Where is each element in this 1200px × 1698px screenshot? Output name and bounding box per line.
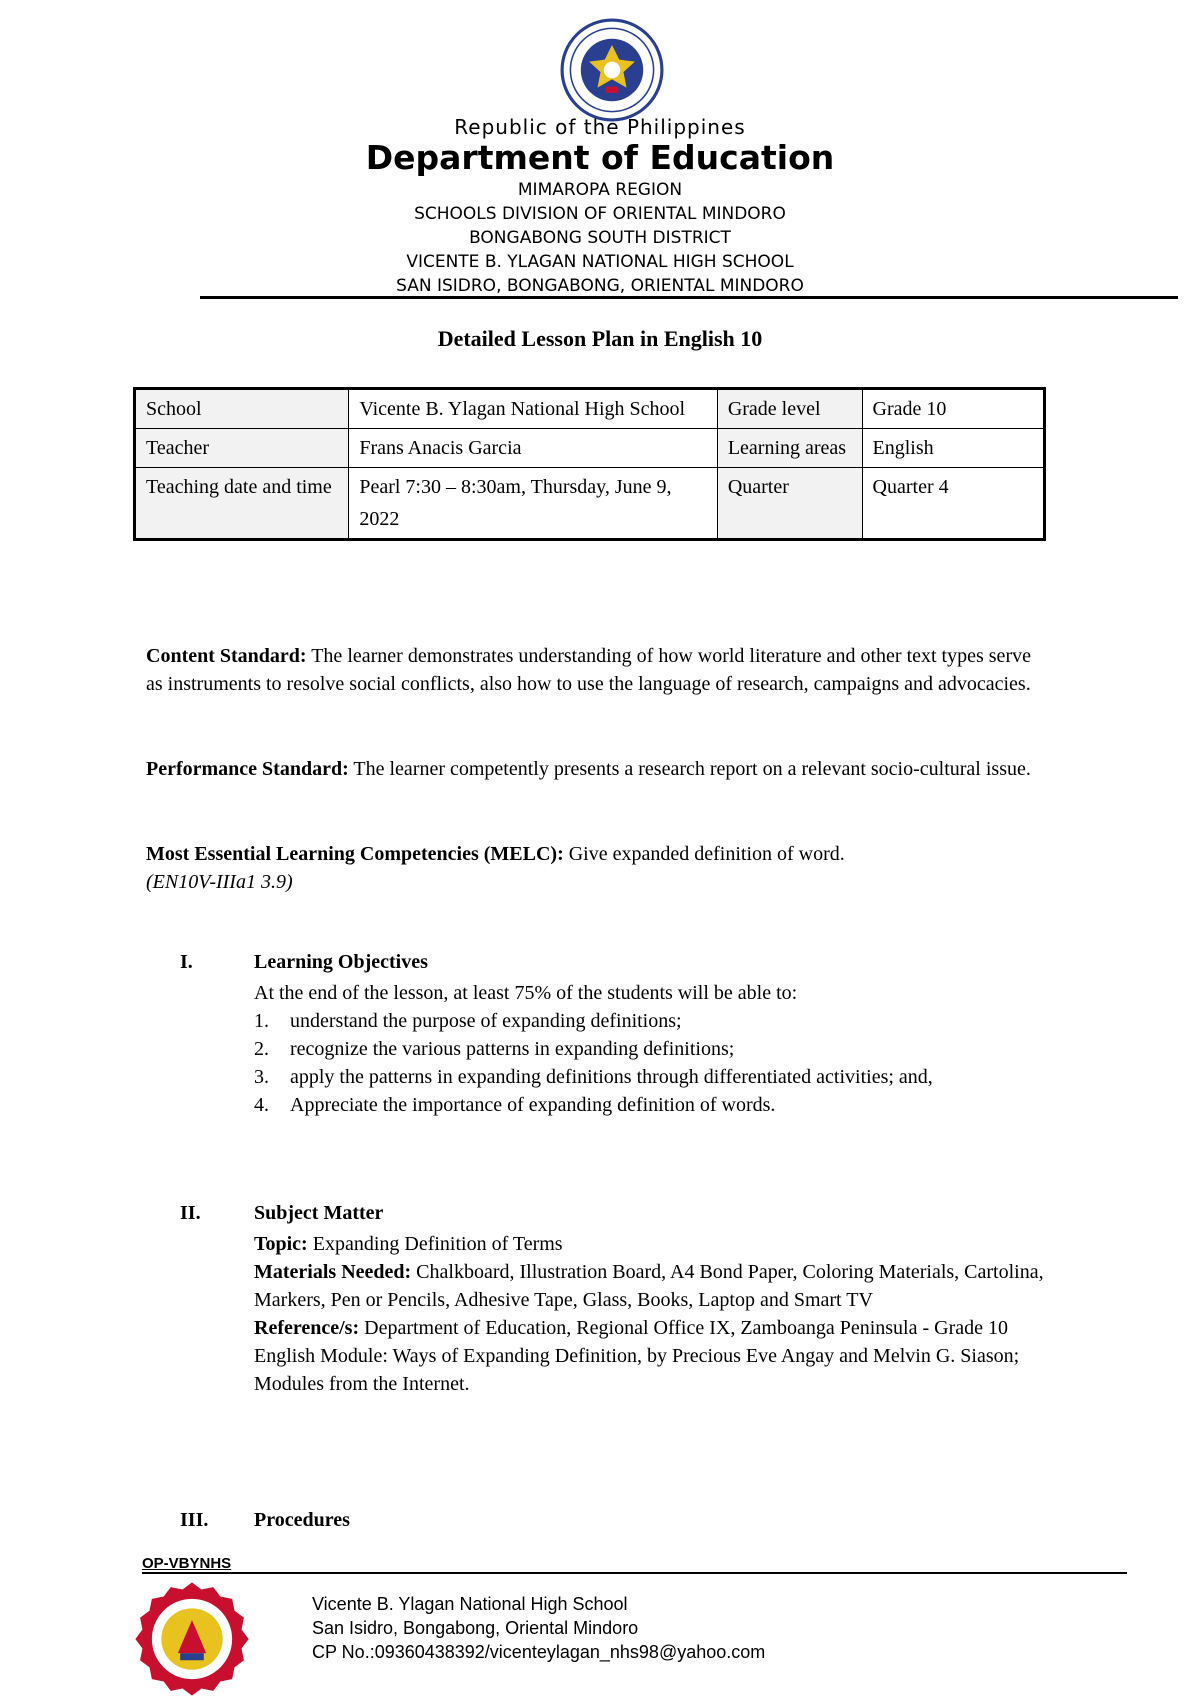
footer-contact: CP No.:09360438392/vicenteylagan_nhs98@yahoo.com <box>312 1642 766 1662</box>
reference-text: Department of Education, Regional Office IX, Zamboanga Peninsula - Grade 10 English Module: Ways of Expanding Definition, by Precious Eve Angay and Melvin G. Siason; Modules from the Internet. <box>254 1317 1020 1395</box>
melc-label: Most Essential Learning Competencies (MELC): <box>146 843 564 865</box>
performance-standard-label: Performance Standard: <box>146 758 349 780</box>
section-3-title: Procedures <box>254 1509 350 1531</box>
list-item <box>254 1035 1054 1063</box>
table-row <box>135 429 1045 468</box>
topic-text: Expanding Definition of Terms <box>312 1233 563 1255</box>
header-line-school: VICENTE B. YLAGAN NATIONAL HIGH SCHOOL <box>406 252 794 272</box>
section-2-number: II. <box>180 1202 201 1224</box>
footer-school: Vicente B. Ylagan National High School <box>312 1594 628 1614</box>
table-cell: Frans Anacis Garcia <box>349 429 718 468</box>
section-1-number: I. <box>180 951 193 973</box>
melc-text: Give expanded definition of word. <box>568 843 845 865</box>
table-cell: Grade 10 <box>862 389 1044 429</box>
list-item-number: 2. <box>254 1038 269 1060</box>
table-cell: Teacher <box>135 429 349 468</box>
list-item <box>254 1007 1054 1035</box>
table-cell: English <box>862 429 1044 468</box>
header-divider <box>200 296 1178 299</box>
materials-text: Chalkboard, Illustration Board, A4 Bond Paper, Coloring Materials, Cartolina, Markers, Pen or Pencils, Adhesive Tape, Glass, Books, Laptop and Smart TV <box>254 1261 1044 1311</box>
table-row <box>135 389 1045 429</box>
header-line-district: BONGABONG SOUTH DISTRICT <box>469 228 731 248</box>
list-item <box>254 1063 1054 1091</box>
materials-line <box>254 1258 1064 1314</box>
performance-standard-text: The learner competently presents a research report on a relevant socio-cultural issue. <box>353 758 1031 780</box>
table-row <box>135 468 1045 540</box>
objectives-list <box>254 979 1054 1119</box>
table-cell: Quarter 4 <box>862 468 1044 540</box>
table-cell: Grade level <box>717 389 862 429</box>
content-standard-text: The learner demonstrates understanding of how world literature and other text types serve as instruments to resolve social conflicts, also how to use the language of research, campaigns and advocacies. <box>146 645 1031 695</box>
footer-code: OP-VBYNHS <box>142 1555 232 1572</box>
melc <box>146 840 1046 896</box>
list-item-number: 3. <box>254 1066 269 1088</box>
reference-line <box>254 1314 1064 1398</box>
header-line-region: MIMAROPA REGION <box>517 180 683 200</box>
table-cell: Teaching date and time <box>135 468 349 540</box>
header-line-division: SCHOOLS DIVISION OF ORIENTAL MINDORO <box>414 204 786 224</box>
table-cell: School <box>135 389 349 429</box>
melc-code: (EN10V-IIIa1 3.9) <box>146 871 293 893</box>
table-cell: Vicente B. Ylagan National High School <box>349 389 718 429</box>
content-standard-label: Content Standard: <box>146 645 307 667</box>
table-cell: Learning areas <box>717 429 862 468</box>
list-item-number: 1. <box>254 1010 269 1032</box>
footer-address: San Isidro, Bongabong, Oriental Mindoro <box>312 1618 639 1638</box>
lesson-info-table <box>133 387 1046 541</box>
school-seal-logo <box>133 1580 251 1698</box>
header-line-address: SAN ISIDRO, BONGABONG, ORIENTAL MINDORO <box>396 276 804 296</box>
department-heading: Department of Education <box>365 138 835 177</box>
subject-matter-body <box>254 1230 1064 1398</box>
objectives-intro: At the end of the lesson, at least 75% of the students will be able to: <box>254 982 798 1004</box>
list-item-text: apply the patterns in expanding definitions through differentiated activities; and, <box>290 1066 933 1088</box>
materials-label: Materials Needed: <box>254 1261 412 1283</box>
footer-divider <box>142 1572 1127 1574</box>
table-cell: Quarter <box>717 468 862 540</box>
reference-label: Reference/s: <box>254 1317 360 1339</box>
topic-label: Topic: <box>254 1233 308 1255</box>
list-item-number: 4. <box>254 1094 269 1116</box>
section-2-title: Subject Matter <box>254 1202 384 1224</box>
document-title: Detailed Lesson Plan in English 10 <box>437 326 763 351</box>
republic-heading: Republic of the Philippines <box>454 115 746 139</box>
list-item <box>254 1091 1054 1119</box>
section-1-title: Learning Objectives <box>254 951 428 973</box>
content-standard <box>146 642 1046 698</box>
deped-seal-logo <box>560 18 664 122</box>
section-3-number: III. <box>180 1509 209 1531</box>
performance-standard <box>146 755 1046 783</box>
table-cell: Pearl 7:30 – 8:30am, Thursday, June 9, 2022 <box>349 468 718 540</box>
list-item-text: understand the purpose of expanding definitions; <box>290 1010 682 1032</box>
topic-line <box>254 1230 1064 1258</box>
list-item-text: Appreciate the importance of expanding definition of words. <box>290 1094 776 1116</box>
list-item-text: recognize the various patterns in expanding definitions; <box>290 1038 735 1060</box>
